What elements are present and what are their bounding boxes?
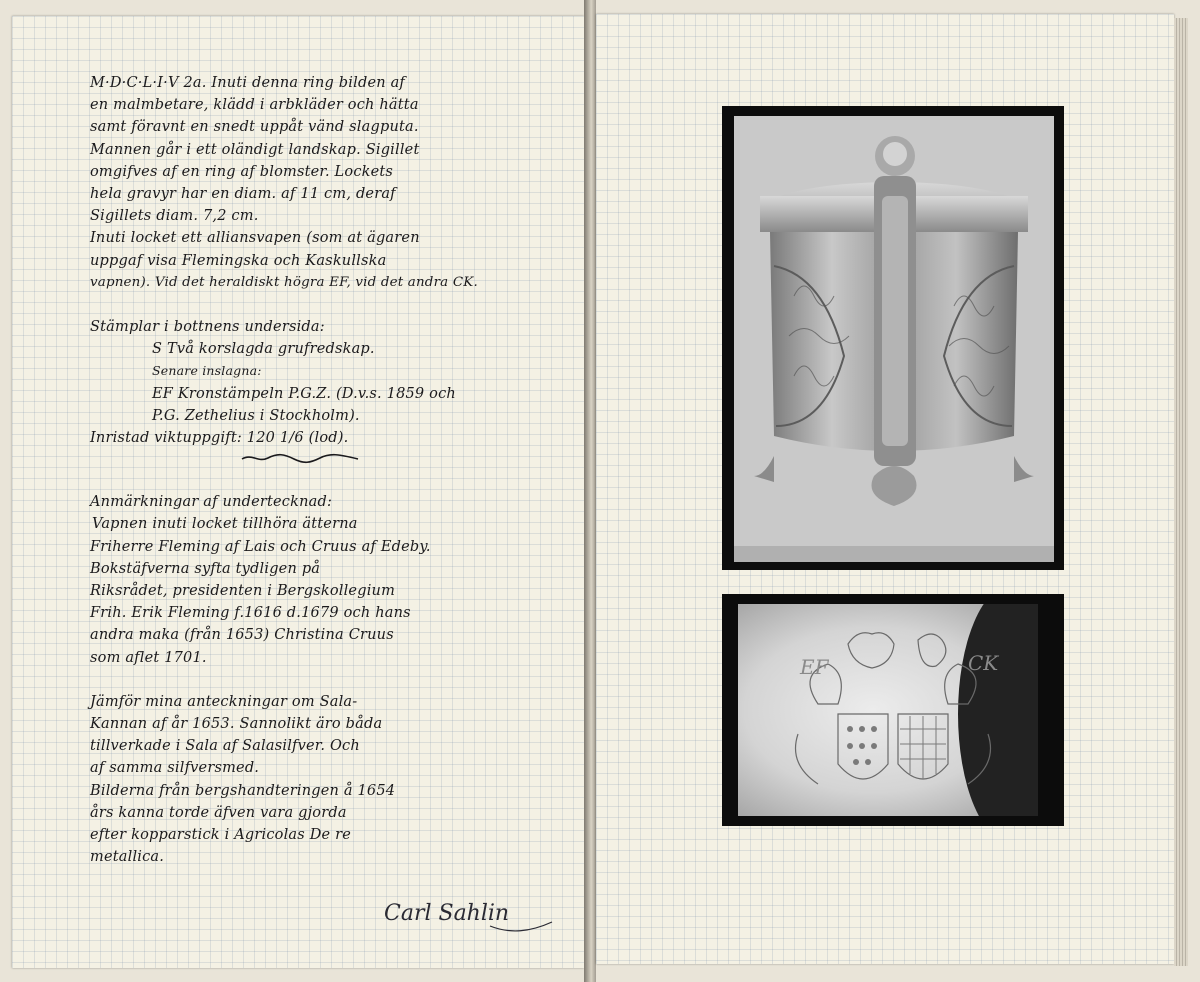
note-line: vapnen). Vid det heraldiskt högra EF, vid det andra CK. bbox=[90, 274, 478, 290]
page-edges bbox=[1174, 18, 1188, 966]
initials-ef: EF bbox=[800, 655, 829, 679]
book-gutter bbox=[584, 0, 596, 982]
note-gap bbox=[90, 469, 580, 491]
note-line: omgifves af en ring af blomster. Lockets bbox=[90, 163, 394, 180]
note-line: hela gravyr har en diam. af 11 cm, deraf bbox=[90, 186, 396, 203]
tankard-photo bbox=[722, 106, 1064, 570]
note-line: Jämför mina anteckningar om Sala- bbox=[90, 693, 358, 710]
left-page bbox=[12, 16, 584, 968]
lid-engraving-photo bbox=[722, 594, 1064, 826]
note-line: Stämplar i bottnens undersida: bbox=[90, 319, 325, 336]
initials-ck: CK bbox=[968, 651, 999, 675]
note-line: Inuti locket ett alliansvapen (som at ägaren bbox=[90, 230, 420, 247]
note-line: Sigillets diam. 7,2 cm. bbox=[90, 208, 259, 225]
note-line: en malmbetare, klädd i arbkläder och hätta bbox=[90, 97, 419, 114]
note-line: metallica. bbox=[90, 849, 165, 866]
note-line: Bilderna från bergshandteringen å 1654 bbox=[90, 782, 396, 799]
note-line: Mannen går i ett oländigt landskap. Sigillet bbox=[90, 141, 420, 158]
wavy-flourish bbox=[240, 451, 360, 465]
note-line: S Två korslagda grufredskap. bbox=[152, 341, 375, 358]
tankard-photo-image bbox=[734, 116, 1054, 562]
note-gap bbox=[90, 669, 580, 691]
note-line: Bokstäfverna syfta tydligen på bbox=[90, 560, 321, 577]
flourish-row bbox=[90, 449, 580, 469]
note-line: P.G. Zethelius i Stockholm). bbox=[152, 407, 360, 424]
signature-image bbox=[380, 892, 560, 936]
note-line: Friherre Fleming af Lais och Cruus af Edeby. bbox=[90, 538, 431, 555]
note-line: Anmärkningar af undertecknad: bbox=[90, 494, 333, 511]
note-line: Kannan af år 1653. Sannolikt äro båda bbox=[90, 716, 383, 733]
note-line: M·D·C·L·I·V 2a. Inuti denna ring bilden af bbox=[90, 75, 405, 91]
alliance-coat-of-arms bbox=[738, 604, 1038, 816]
note-line: Vapnen inuti locket tillhöra ätterna bbox=[92, 516, 358, 533]
note-line: EF Kronstämpeln P.G.Z. (D.v.s. 1859 och bbox=[152, 385, 456, 402]
note-line: Riksrådet, presidenten i Bergskollegium bbox=[90, 583, 396, 600]
silver-tankard-illustration bbox=[734, 116, 1054, 562]
note-line: Senare inslagna: bbox=[152, 363, 262, 379]
note-line: efter kopparstick i Agricolas De re bbox=[90, 827, 352, 844]
note-line: Frih. Erik Fleming f.1616 d.1679 och hans bbox=[90, 605, 411, 622]
note-line: uppgaf visa Flemingska och Kaskullska bbox=[90, 252, 387, 269]
signature bbox=[380, 892, 560, 940]
note-line: af samma silfversmed. bbox=[90, 760, 260, 777]
lid-engraving-image bbox=[738, 604, 1038, 816]
handwritten-notes bbox=[90, 72, 580, 869]
note-line: tillverkade i Sala af Salasilfver. Och bbox=[90, 738, 360, 755]
signature-text: Carl Sahlin bbox=[384, 901, 510, 926]
note-line: Inristad viktuppgift: 120 1/6 (lod). bbox=[90, 430, 349, 447]
note-line: års kanna torde äfven vara gjorda bbox=[90, 804, 347, 821]
note-line: som aflet 1701. bbox=[90, 649, 207, 666]
note-gap bbox=[90, 294, 580, 316]
note-line: samt föravnt en snedt uppåt vänd slagputa. bbox=[90, 119, 419, 136]
note-line: andra maka (från 1653) Christina Cruus bbox=[90, 627, 394, 644]
